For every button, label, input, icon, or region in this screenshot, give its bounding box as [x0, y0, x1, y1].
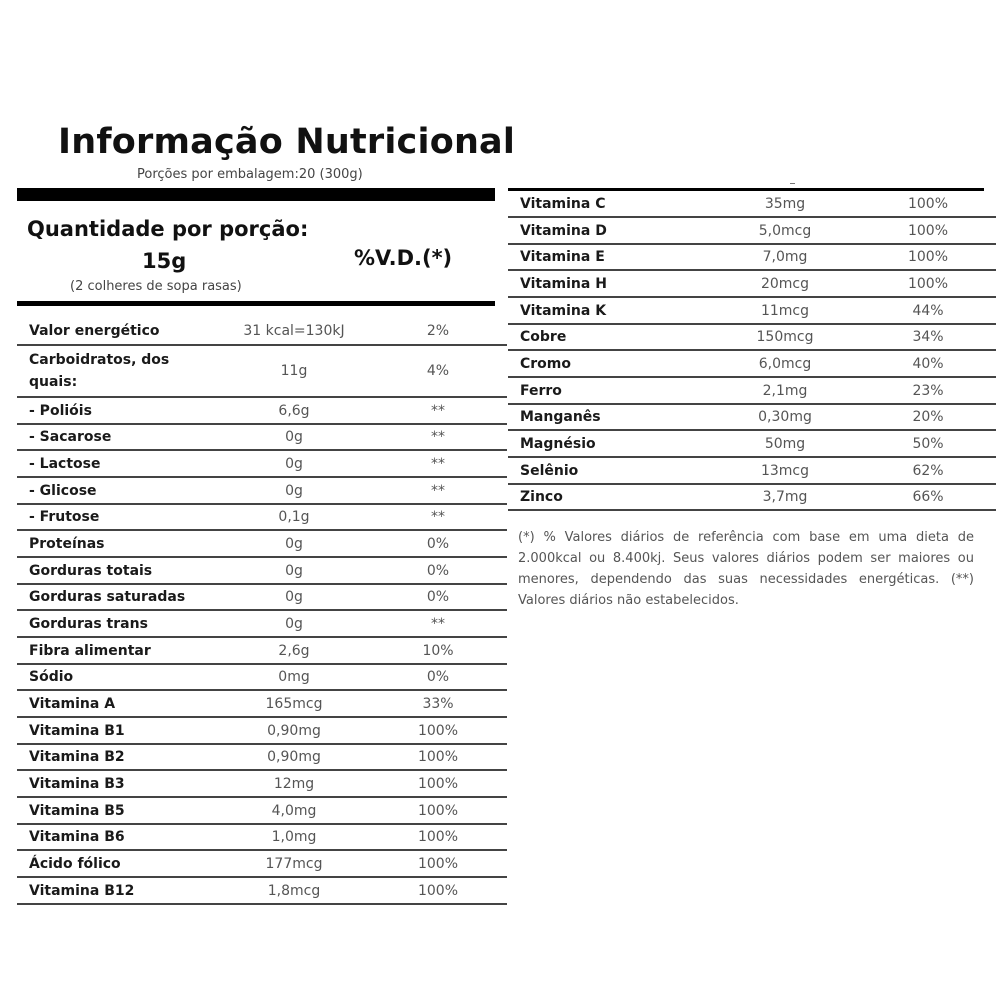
nutrition-title: Informação Nutricional	[58, 122, 516, 162]
servings-per-package: Porções por embalagem:20 (300g)	[137, 167, 363, 182]
table-row	[17, 877, 507, 904]
daily-value-header: %V.D.(*)	[354, 246, 453, 270]
nutrient-daily-value: **	[369, 397, 507, 424]
nutrient-daily-value: 100%	[860, 270, 996, 297]
table-row	[508, 377, 996, 404]
table-row	[508, 297, 996, 324]
table-row	[17, 504, 507, 530]
nutrient-amount: 4,0mg	[219, 797, 369, 824]
nutrient-name: Gorduras trans	[17, 610, 219, 637]
nutrient-amount: 2,6g	[219, 637, 369, 664]
nutrient-daily-value: **	[369, 610, 507, 637]
nutrient-amount: 11g	[219, 345, 369, 397]
nutrient-name: Ferro	[508, 377, 710, 404]
nutrient-name: Vitamina B6	[17, 824, 219, 850]
nutrient-daily-value: **	[369, 424, 507, 450]
nutrient-amount: 0g	[219, 450, 369, 477]
nutrient-daily-value: 0%	[369, 557, 507, 584]
nutrient-daily-value: 100%	[369, 797, 507, 824]
nutrient-amount: 0g	[219, 424, 369, 450]
nutrient-daily-value: 44%	[860, 297, 996, 324]
nutrient-daily-value: 33%	[369, 690, 507, 717]
nutrient-name: - Polióis	[17, 397, 219, 424]
nutrient-amount: 0,1g	[219, 504, 369, 530]
nutrient-name: Fibra alimentar	[17, 637, 219, 664]
nutrient-amount: 3,7mg	[710, 484, 860, 510]
nutrient-daily-value: 0%	[369, 664, 507, 690]
table-row	[508, 457, 996, 484]
nutrient-amount: 0g	[219, 610, 369, 637]
nutrient-amount: 0g	[219, 530, 369, 557]
nutrient-daily-value: 100%	[369, 717, 507, 744]
nutrient-daily-value: 62%	[860, 457, 996, 484]
nutrient-daily-value: 66%	[860, 484, 996, 510]
nutrition-table-left	[17, 318, 507, 905]
nutrient-amount: 0,90mg	[219, 744, 369, 770]
table-row	[508, 324, 996, 350]
nutrient-name: Proteínas	[17, 530, 219, 557]
nutrient-daily-value: 50%	[860, 430, 996, 457]
nutrient-name: Manganês	[508, 404, 710, 430]
nutrient-daily-value: 2%	[369, 318, 507, 345]
nutrient-daily-value: 100%	[369, 877, 507, 904]
nutrient-amount: 0,30mg	[710, 404, 860, 430]
nutrient-name: - Frutose	[17, 504, 219, 530]
nutrient-daily-value: 40%	[860, 350, 996, 377]
nutrient-name: Zinco	[508, 484, 710, 510]
nutrient-name: Gorduras totais	[17, 557, 219, 584]
small-dash-mark	[790, 183, 795, 184]
table-row	[17, 530, 507, 557]
table-row	[17, 557, 507, 584]
nutrient-amount: 7,0mg	[710, 244, 860, 270]
nutrient-name: Vitamina B12	[17, 877, 219, 904]
nutrition-table-right	[508, 191, 996, 511]
serving-label: Quantidade por porção:	[27, 217, 309, 241]
nutrient-name: Vitamina B2	[17, 744, 219, 770]
nutrient-daily-value: **	[369, 504, 507, 530]
nutrient-daily-value: 20%	[860, 404, 996, 430]
nutrient-amount: 6,6g	[219, 397, 369, 424]
nutrient-daily-value: 100%	[369, 770, 507, 797]
nutrient-daily-value: 0%	[369, 530, 507, 557]
table-row	[17, 477, 507, 504]
nutrient-name: Vitamina H	[508, 270, 710, 297]
nutrient-name: Vitamina B1	[17, 717, 219, 744]
nutrient-amount: 177mcg	[219, 850, 369, 877]
nutrient-name: - Lactose	[17, 450, 219, 477]
serving-amount: 15g	[142, 249, 187, 273]
nutrient-daily-value: 100%	[860, 217, 996, 244]
nutrient-amount: 150mcg	[710, 324, 860, 350]
nutrient-amount: 31 kcal=130kJ	[219, 318, 369, 345]
nutrient-daily-value: 100%	[369, 824, 507, 850]
daily-value-footnote: (*) % Valores diários de referência com base em uma dieta de 2.000kcal ou 8.400kj. Seus valores diários podem ser maiores ou menores, dependendo das suas necessidades energéticas. (**) Valores diários não estabelecidos.	[518, 530, 974, 608]
nutrient-name: Vitamina B3	[17, 770, 219, 797]
nutrient-daily-value: 100%	[369, 850, 507, 877]
nutrient-name: Ácido fólico	[17, 850, 219, 877]
table-row	[508, 430, 996, 457]
nutrient-name: Vitamina B5	[17, 797, 219, 824]
table-row	[508, 484, 996, 510]
nutrient-name: Vitamina K	[508, 297, 710, 324]
nutrient-name: Carboidratos, dos quais:	[17, 345, 219, 397]
table-row	[17, 770, 507, 797]
nutrient-name: Vitamina D	[508, 217, 710, 244]
table-row	[17, 584, 507, 610]
table-row	[17, 450, 507, 477]
portion-note: (2 colheres de sopa rasas)	[70, 279, 242, 294]
nutrient-amount: 0mg	[219, 664, 369, 690]
table-row	[508, 404, 996, 430]
thick-divider	[17, 188, 495, 201]
nutrient-amount: 0g	[219, 477, 369, 504]
nutrient-amount: 1,8mcg	[219, 877, 369, 904]
mid-divider	[17, 301, 495, 306]
table-row	[17, 318, 507, 345]
table-row	[17, 345, 507, 397]
table-row	[17, 637, 507, 664]
nutrient-daily-value: **	[369, 450, 507, 477]
table-row	[17, 424, 507, 450]
table-row	[17, 690, 507, 717]
nutrient-amount: 13mcg	[710, 457, 860, 484]
nutrient-name: Vitamina A	[17, 690, 219, 717]
nutrient-amount: 0,90mg	[219, 717, 369, 744]
table-row	[17, 397, 507, 424]
table-row	[17, 717, 507, 744]
nutrient-name: Cobre	[508, 324, 710, 350]
table-row	[508, 191, 996, 217]
nutrient-amount: 2,1mg	[710, 377, 860, 404]
nutrient-amount: 5,0mcg	[710, 217, 860, 244]
table-row	[17, 610, 507, 637]
nutrient-amount: 12mg	[219, 770, 369, 797]
nutrient-name: Vitamina C	[508, 191, 710, 217]
nutrient-amount: 11mcg	[710, 297, 860, 324]
table-row	[17, 850, 507, 877]
table-row	[17, 664, 507, 690]
table-row	[17, 797, 507, 824]
nutrient-name: Magnésio	[508, 430, 710, 457]
nutrient-name: Selênio	[508, 457, 710, 484]
nutrient-daily-value: 4%	[369, 345, 507, 397]
nutrient-amount: 50mg	[710, 430, 860, 457]
nutrient-name: Cromo	[508, 350, 710, 377]
nutrient-daily-value: 23%	[860, 377, 996, 404]
nutrient-amount: 20mcg	[710, 270, 860, 297]
nutrient-daily-value: **	[369, 477, 507, 504]
table-row	[508, 217, 996, 244]
nutrient-name: Sódio	[17, 664, 219, 690]
nutrient-amount: 6,0mcg	[710, 350, 860, 377]
table-row	[17, 824, 507, 850]
nutrient-name: - Glicose	[17, 477, 219, 504]
nutrient-daily-value: 10%	[369, 637, 507, 664]
nutrient-amount: 1,0mg	[219, 824, 369, 850]
nutrient-name: Valor energético	[17, 318, 219, 345]
nutrient-daily-value: 34%	[860, 324, 996, 350]
nutrient-amount: 35mg	[710, 191, 860, 217]
table-row	[17, 744, 507, 770]
nutrient-name: - Sacarose	[17, 424, 219, 450]
nutrient-amount: 0g	[219, 584, 369, 610]
nutrient-daily-value: 100%	[860, 244, 996, 270]
nutrient-daily-value: 0%	[369, 584, 507, 610]
nutrient-name: Gorduras saturadas	[17, 584, 219, 610]
table-row	[508, 270, 996, 297]
nutrient-daily-value: 100%	[860, 191, 996, 217]
nutrient-amount: 165mcg	[219, 690, 369, 717]
nutrient-amount: 0g	[219, 557, 369, 584]
nutrient-name: Vitamina E	[508, 244, 710, 270]
table-row	[508, 244, 996, 270]
nutrient-daily-value: 100%	[369, 744, 507, 770]
table-row	[508, 350, 996, 377]
